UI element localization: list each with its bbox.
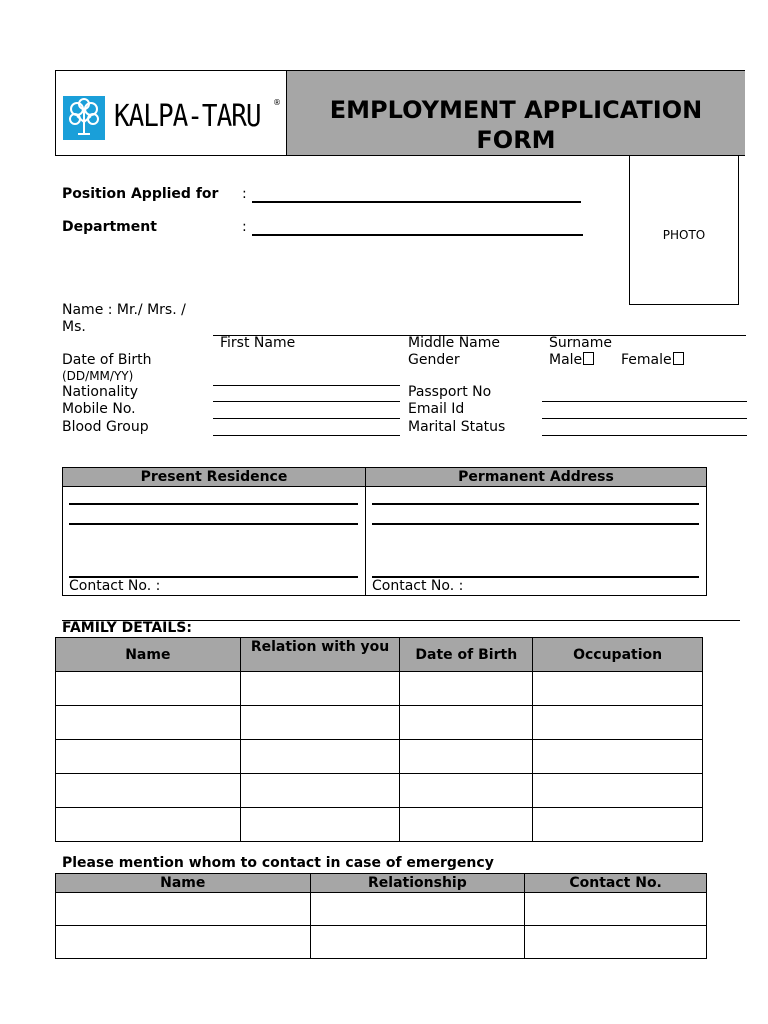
table-row (56, 706, 703, 740)
table-cell[interactable] (240, 706, 400, 740)
table-row (56, 808, 703, 842)
title-area (287, 71, 745, 155)
table-row (56, 672, 703, 706)
dob-format: (DD/MM/YY) (62, 369, 134, 383)
table-row (56, 926, 707, 959)
title-line-1: EMPLOYMENT APPLICATION (329, 96, 703, 124)
logo-area (56, 71, 287, 155)
table-cell[interactable] (240, 672, 400, 706)
female-label: Female (621, 352, 672, 368)
table-cell[interactable] (310, 926, 525, 959)
table-cell[interactable] (400, 774, 533, 808)
position-colon: : (242, 186, 247, 202)
table-cell[interactable] (400, 808, 533, 842)
table-cell[interactable] (400, 740, 533, 774)
email-field[interactable] (542, 418, 747, 419)
name-label: Name : Mr./ Mrs. / Ms. (62, 302, 186, 335)
female-checkbox[interactable] (673, 352, 684, 365)
permanent-address-header: Permanent Address (458, 469, 614, 485)
photo-label: PHOTO (662, 228, 706, 242)
marital-status-label: Marital Status (408, 419, 506, 435)
family-title: FAMILY DETAILS: (62, 620, 192, 636)
table-cell[interactable] (56, 672, 241, 706)
registered-mark: ® (273, 98, 281, 107)
nationality-label: Nationality (62, 384, 139, 400)
permanent-line-2[interactable] (372, 523, 699, 525)
family-col-name: Name (56, 638, 241, 672)
nationality-field[interactable] (213, 401, 400, 402)
address-table (62, 467, 707, 596)
table-cell[interactable] (56, 706, 241, 740)
family-col-dob: Date of Birth (400, 638, 533, 672)
present-line-2[interactable] (69, 523, 358, 525)
surname-caption: Surname (549, 335, 612, 351)
emergency-col-relationship: Relationship (310, 874, 525, 893)
table-cell[interactable] (533, 706, 703, 740)
table-cell[interactable] (240, 774, 400, 808)
table-cell[interactable] (240, 740, 400, 774)
table-cell[interactable] (400, 706, 533, 740)
table-cell[interactable] (56, 740, 241, 774)
passport-field[interactable] (542, 401, 747, 402)
blood-group-label: Blood Group (62, 419, 149, 435)
table-cell[interactable] (240, 808, 400, 842)
middle-name-caption: Middle Name (408, 335, 500, 351)
table-row (56, 893, 707, 926)
table-cell[interactable] (533, 774, 703, 808)
male-label: Male (549, 352, 583, 368)
emergency-header-row (56, 874, 707, 893)
passport-label: Passport No (408, 384, 492, 400)
header-box (55, 70, 745, 156)
table-cell[interactable] (56, 808, 241, 842)
family-table (55, 637, 703, 842)
logo-text: KALPA-TARU (114, 99, 261, 135)
table-cell[interactable] (533, 808, 703, 842)
table-cell[interactable] (56, 893, 311, 926)
department-label: Department (62, 219, 157, 235)
table-row (56, 740, 703, 774)
male-checkbox[interactable] (583, 352, 594, 365)
department-colon: : (242, 219, 247, 235)
gender-label: Gender (408, 352, 460, 368)
email-label: Email Id (408, 401, 465, 417)
table-cell[interactable] (525, 893, 707, 926)
present-line-1[interactable] (69, 503, 358, 505)
table-cell[interactable] (533, 672, 703, 706)
address-divider (365, 468, 366, 595)
present-contact-label: Contact No. : (69, 578, 161, 594)
first-name-caption: First Name (220, 335, 296, 351)
marital-status-field[interactable] (542, 435, 747, 436)
mobile-label: Mobile No. (62, 401, 136, 417)
dob-label: Date of Birth (62, 352, 152, 368)
permanent-contact-label: Contact No. : (372, 578, 464, 594)
table-cell[interactable] (56, 774, 241, 808)
male-option[interactable] (549, 352, 594, 368)
mobile-field[interactable] (213, 418, 400, 419)
permanent-line-1[interactable] (372, 503, 699, 505)
emergency-col-name: Name (56, 874, 311, 893)
dob-field[interactable] (213, 385, 400, 386)
emergency-col-contact: Contact No. (525, 874, 707, 893)
table-row (56, 774, 703, 808)
department-field[interactable] (252, 234, 583, 236)
position-label: Position Applied for (62, 186, 219, 202)
emergency-table (55, 873, 707, 959)
table-cell[interactable] (525, 926, 707, 959)
table-cell[interactable] (310, 893, 525, 926)
photo-box (629, 156, 739, 305)
position-field[interactable] (252, 201, 581, 203)
blood-group-field[interactable] (213, 435, 400, 436)
present-residence-header: Present Residence (140, 469, 288, 485)
female-option[interactable] (621, 352, 684, 368)
family-col-relation: Relation with you (240, 638, 400, 672)
tree-logo-icon (63, 96, 105, 140)
title-line-2: FORM (476, 126, 556, 154)
table-cell[interactable] (400, 672, 533, 706)
emergency-title: Please mention whom to contact in case of emergency (62, 855, 494, 871)
family-header-row (56, 638, 703, 672)
table-cell[interactable] (533, 740, 703, 774)
table-cell[interactable] (56, 926, 311, 959)
family-col-occupation: Occupation (533, 638, 703, 672)
